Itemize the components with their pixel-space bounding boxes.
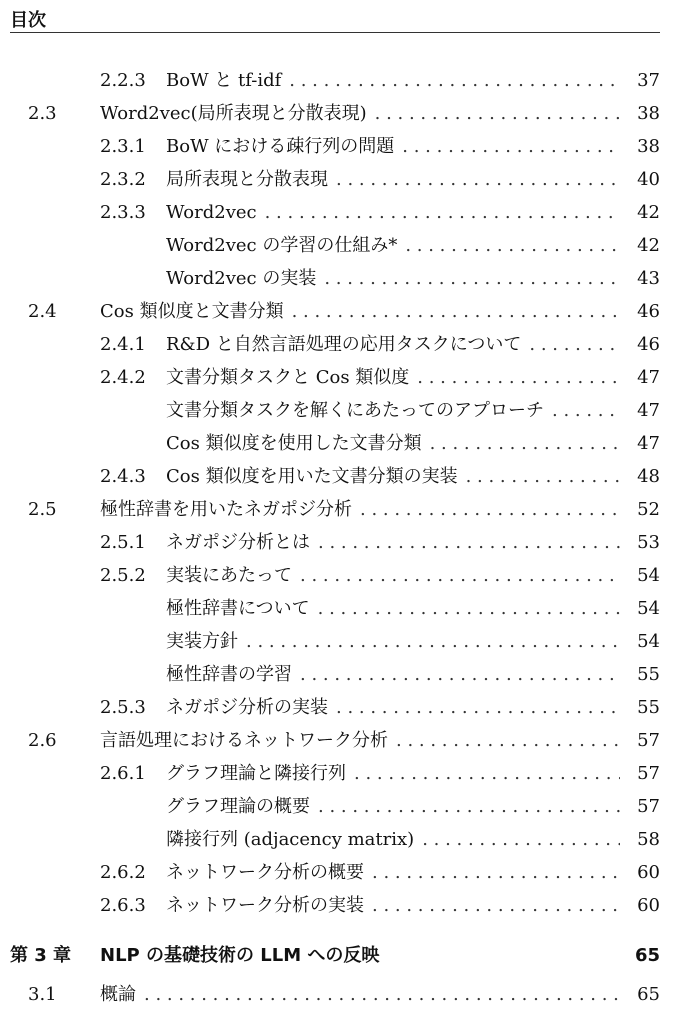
entry-title: ネガポジ分析とは bbox=[166, 532, 310, 553]
entry-page: 40 bbox=[637, 169, 660, 190]
dot-leader bbox=[318, 592, 620, 625]
entry-number: 2.3.3 bbox=[100, 202, 146, 223]
entry-title-line bbox=[166, 790, 660, 823]
dot-leader bbox=[402, 130, 620, 163]
entry-title: 文書分類タスクを解くにあたってのアプローチ bbox=[166, 400, 544, 421]
toc-entry[interactable] bbox=[0, 790, 690, 823]
toc-entry[interactable] bbox=[0, 757, 690, 790]
toc-entry[interactable] bbox=[0, 889, 690, 922]
entry-number: 2.4.1 bbox=[100, 334, 146, 355]
entry-page: 48 bbox=[637, 466, 660, 487]
toc-entry[interactable] bbox=[0, 97, 690, 130]
entry-number: 2.3 bbox=[28, 103, 57, 124]
entry-title: ネガポジ分析の実装 bbox=[166, 697, 328, 718]
entry-page: 60 bbox=[637, 895, 660, 916]
toc-entry[interactable] bbox=[0, 526, 690, 559]
dot-leader bbox=[372, 856, 620, 889]
toc-entry[interactable] bbox=[0, 658, 690, 691]
entry-title-line bbox=[166, 163, 660, 196]
entry-page: 60 bbox=[637, 862, 660, 883]
entry-title-line bbox=[100, 493, 660, 526]
entry-number: 2.6.2 bbox=[100, 862, 146, 883]
entry-title-line bbox=[166, 658, 660, 691]
dot-leader bbox=[289, 64, 620, 97]
entry-title-line bbox=[100, 295, 660, 328]
entry-title: 極性辞書の学習 bbox=[166, 664, 292, 685]
toc-entry[interactable] bbox=[0, 328, 690, 361]
dot-leader bbox=[375, 97, 620, 130]
entry-title-line bbox=[166, 328, 660, 361]
entry-title: ネットワーク分析の概要 bbox=[166, 862, 364, 883]
entry-title-line bbox=[166, 394, 660, 427]
entry-title-line bbox=[166, 625, 660, 658]
dot-leader bbox=[324, 262, 620, 295]
toc-entry[interactable] bbox=[0, 394, 690, 427]
entry-page: 42 bbox=[637, 202, 660, 223]
entry-page: 58 bbox=[637, 829, 660, 850]
entry-title-line bbox=[166, 262, 660, 295]
entry-title-line bbox=[166, 757, 660, 790]
dot-leader bbox=[466, 460, 620, 493]
entry-number: 2.5.3 bbox=[100, 697, 146, 718]
entry-page: 43 bbox=[637, 268, 660, 289]
dot-leader bbox=[300, 559, 620, 592]
entry-title: 極性辞書について bbox=[166, 598, 310, 619]
entry-number: 2.6 bbox=[28, 730, 57, 751]
toc-heading: 目次 bbox=[10, 10, 46, 31]
entry-title-line bbox=[166, 823, 660, 856]
entry-title-line bbox=[166, 592, 660, 625]
entry-title-line bbox=[166, 130, 660, 163]
toc-entry[interactable] bbox=[0, 856, 690, 889]
entry-title: BoW における疎行列の問題 bbox=[166, 136, 395, 157]
dot-leader bbox=[360, 493, 620, 526]
entry-page: 46 bbox=[637, 334, 660, 355]
entry-title-line bbox=[166, 856, 660, 889]
entry-title-line bbox=[100, 724, 660, 757]
dot-leader bbox=[336, 163, 620, 196]
entry-number: 2.4.2 bbox=[100, 367, 146, 388]
toc-entry[interactable] bbox=[0, 64, 690, 97]
entry-title-line bbox=[100, 978, 660, 1011]
entry-page: 54 bbox=[637, 631, 660, 652]
toc-entry[interactable] bbox=[0, 262, 690, 295]
dot-leader bbox=[300, 658, 620, 691]
dot-leader bbox=[292, 295, 620, 328]
entry-title: Cos 類似度と文書分類 bbox=[100, 301, 284, 322]
dot-leader bbox=[422, 823, 620, 856]
entry-page: 65 bbox=[637, 984, 660, 1005]
dot-leader bbox=[318, 790, 620, 823]
entry-title-line bbox=[166, 526, 660, 559]
toc-entry[interactable] bbox=[0, 130, 690, 163]
entry-title: 概論 bbox=[100, 984, 136, 1005]
entry-number: 3.1 bbox=[28, 984, 57, 1005]
entry-title-line bbox=[166, 889, 660, 922]
entry-page: 54 bbox=[637, 565, 660, 586]
entry-page: 57 bbox=[637, 730, 660, 751]
toc-entry[interactable] bbox=[0, 229, 690, 262]
entry-title: Cos 類似度を用いた文書分類の実装 bbox=[166, 466, 458, 487]
entry-number: 2.5 bbox=[28, 499, 57, 520]
entry-page: 38 bbox=[637, 136, 660, 157]
dot-leader bbox=[265, 196, 620, 229]
entry-title: グラフ理論の概要 bbox=[166, 796, 310, 817]
toc-entry[interactable] bbox=[0, 978, 690, 1011]
entry-number: 2.6.1 bbox=[100, 763, 146, 784]
toc-entries-after-chapter bbox=[0, 978, 690, 1011]
entry-title: 局所表現と分散表現 bbox=[166, 169, 328, 190]
dot-leader bbox=[246, 625, 620, 658]
entry-page: 47 bbox=[637, 400, 660, 421]
toc-entry[interactable] bbox=[0, 592, 690, 625]
dot-leader bbox=[405, 229, 620, 262]
entry-number: 2.4 bbox=[28, 301, 57, 322]
entry-title: 言語処理におけるネットワーク分析 bbox=[100, 730, 388, 751]
entry-page: 52 bbox=[637, 499, 660, 520]
entry-number: 2.5.1 bbox=[100, 532, 146, 553]
entry-page: 55 bbox=[637, 664, 660, 685]
dot-leader bbox=[529, 328, 620, 361]
entry-title: 隣接行列 (adjacency matrix) bbox=[166, 829, 415, 850]
entry-title: BoW と tf-idf bbox=[166, 70, 282, 91]
page-header bbox=[10, 2, 660, 33]
toc-entries bbox=[0, 64, 690, 922]
entry-page: 53 bbox=[637, 532, 660, 553]
entry-title-line bbox=[166, 427, 660, 460]
entry-page: 38 bbox=[637, 103, 660, 124]
entry-title-line bbox=[166, 196, 660, 229]
toc-entry[interactable] bbox=[0, 361, 690, 394]
chapter-number: 第 3 章 bbox=[10, 945, 72, 966]
entry-title-line bbox=[166, 559, 660, 592]
entry-title: 極性辞書を用いたネガポジ分析 bbox=[100, 499, 352, 520]
dot-leader bbox=[372, 889, 620, 922]
entry-number: 2.3.2 bbox=[100, 169, 146, 190]
entry-page: 57 bbox=[637, 796, 660, 817]
dot-leader bbox=[318, 526, 620, 559]
entry-title: 文書分類タスクと Cos 類似度 bbox=[166, 367, 410, 388]
entry-title: Cos 類似度を使用した文書分類 bbox=[166, 433, 422, 454]
dot-leader bbox=[417, 361, 620, 394]
entry-title-line bbox=[166, 691, 660, 724]
chapter-page: 65 bbox=[634, 945, 660, 966]
entry-title-line bbox=[100, 97, 660, 130]
entry-title: R&D と自然言語処理の応用タスクについて bbox=[166, 334, 522, 355]
dot-leader bbox=[354, 757, 620, 790]
toc-entry[interactable] bbox=[0, 295, 690, 328]
entry-page: 57 bbox=[637, 763, 660, 784]
entry-title: Word2vec の学習の仕組み* bbox=[166, 235, 398, 256]
entry-title: Word2vec bbox=[166, 202, 257, 223]
toc-entry[interactable] bbox=[0, 823, 690, 856]
toc-entry[interactable] bbox=[0, 493, 690, 526]
entry-title: 実装方針 bbox=[166, 631, 238, 652]
dot-leader bbox=[144, 978, 620, 1011]
chapter-title: NLP の基礎技術の LLM への反映 bbox=[100, 945, 380, 966]
entry-page: 47 bbox=[637, 367, 660, 388]
toc-entry[interactable] bbox=[0, 427, 690, 460]
dot-leader bbox=[336, 691, 620, 724]
entry-number: 2.4.3 bbox=[100, 466, 146, 487]
entry-number: 2.2.3 bbox=[100, 70, 146, 91]
dot-leader bbox=[430, 427, 620, 460]
entry-number: 2.5.2 bbox=[100, 565, 146, 586]
toc-entry[interactable] bbox=[0, 691, 690, 724]
entry-title: Word2vec の実装 bbox=[166, 268, 317, 289]
entry-number: 2.6.3 bbox=[100, 895, 146, 916]
entry-page: 37 bbox=[637, 70, 660, 91]
entry-title-line bbox=[166, 460, 660, 493]
entry-page: 46 bbox=[637, 301, 660, 322]
entry-title: グラフ理論と隣接行列 bbox=[166, 763, 346, 784]
toc-entry[interactable] bbox=[0, 559, 690, 592]
entry-title: ネットワーク分析の実装 bbox=[166, 895, 364, 916]
entry-page: 54 bbox=[637, 598, 660, 619]
chapter-entry[interactable] bbox=[0, 934, 690, 978]
toc-entry[interactable] bbox=[0, 460, 690, 493]
dot-leader bbox=[396, 724, 620, 757]
entry-number: 2.3.1 bbox=[100, 136, 146, 157]
entry-title-line bbox=[166, 229, 660, 262]
toc-entry[interactable] bbox=[0, 625, 690, 658]
dot-leader bbox=[552, 394, 620, 427]
entry-page: 42 bbox=[637, 235, 660, 256]
table-of-contents bbox=[0, 64, 690, 1011]
entry-title: Word2vec(局所表現と分散表現) bbox=[100, 103, 367, 124]
entry-title-line bbox=[166, 361, 660, 394]
entry-title: 実装にあたって bbox=[166, 565, 292, 586]
toc-entry[interactable] bbox=[0, 724, 690, 757]
toc-entry[interactable] bbox=[0, 163, 690, 196]
toc-entry[interactable] bbox=[0, 196, 690, 229]
entry-page: 47 bbox=[637, 433, 660, 454]
entry-title-line bbox=[166, 64, 660, 97]
entry-page: 55 bbox=[637, 697, 660, 718]
